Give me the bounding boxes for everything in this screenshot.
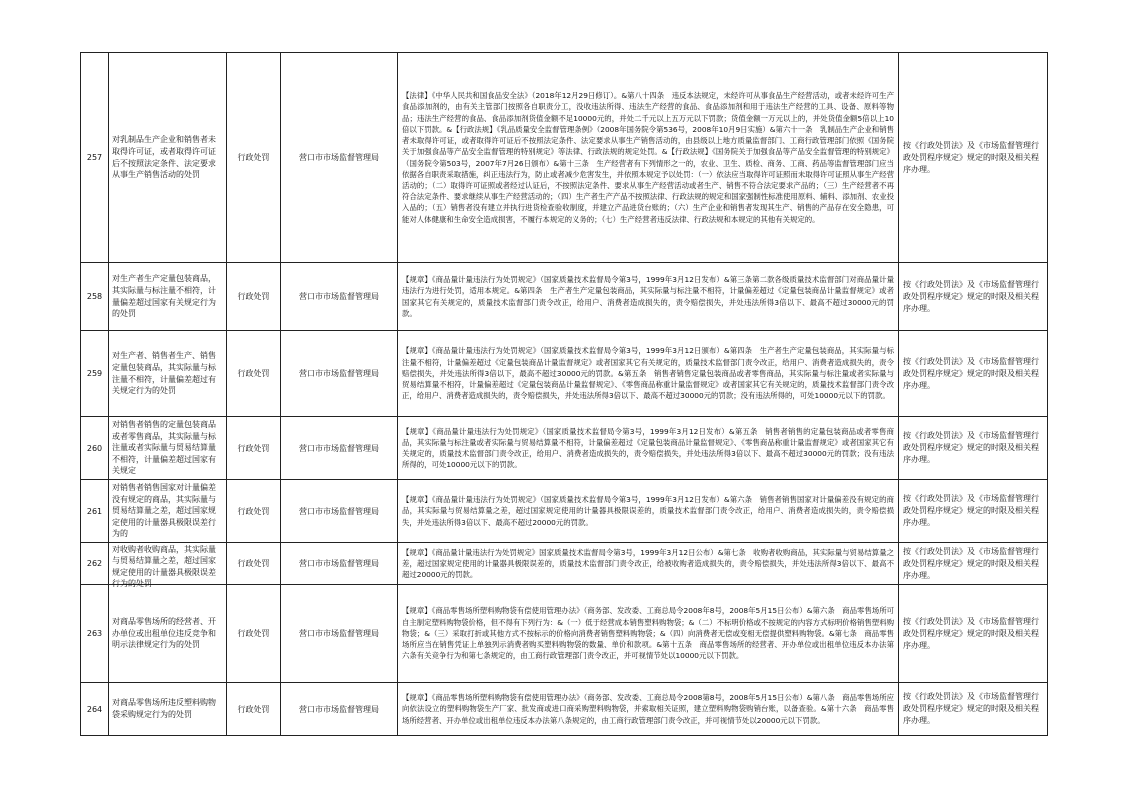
- enforcement-agency: 营口市市场监督管理局: [299, 559, 379, 568]
- row-number-cell: [81, 53, 109, 263]
- power-category-cell: [227, 585, 281, 683]
- table-row: [81, 543, 1048, 585]
- procedure-requirement: 按《行政处罚法》及《市场监督管理行政处罚程序规定》规定的时限及相关程序办理。: [903, 279, 1039, 313]
- power-category: 行政处罚: [237, 629, 270, 638]
- item-name-cell: [109, 263, 227, 331]
- power-category-cell: [227, 417, 281, 480]
- legal-basis: 【法律】《中华人民共和国食品安全法》（2018年12月29日修订）。&第八十四条 违反本法规定，未经许可从事食品生产经营活动，或者未经许可生产食品添加剂的，由有关主管部门按照各自职责分工，没收违法所得、违法生产经营的食品、食品添加剂和用于违法生产经营的工具、设备、原料等物品；违法生产经营的食品、食品添加剂货值金额不足10000元的，并处二千元以上五万元以下罚款；货值金额一万元以上的，并处货值金额5倍以上10倍以下罚款。&【行政法规】《乳品质量安全监督管理条例》（2008年国务院令第536号，2008年10月9日实施）&第六十一条 乳制品生产企业和销售者未取得许可证，或者取得许可证后不按照法定条件、法定要求从事生产销售活动的，由县级以上地方质量监督部门、工商行政管理部门依照《国务院关于加强食品等产品安全监督管理的特别规定》等法律、行政法规的规定处罚。&【行政法规】《国务院关于加强食品等产品安全监督管理的特别规定》（国务院令第503号，2007年7月26日颁布）&第十三条 生产经营者有下列情形之一的，农业、卫生、质检、商务、工商、药品等监督管理部门应当依据各自职责采取措施，纠正违法行为，防止或者减少危害发生，并依照本规定予以处罚：（一）依法应当取得许可证照而未取得许可证照从事生产经营活动的；（二）取得许可证照或者经过认证后，不按照法定条件、要求从事生产经营活动或者生产、销售不符合法定要求产品的；（三）生产经营者不再符合法定条件、要求继续从事生产经营活动的；（四）生产者生产产品不按照法律、行政法规的规定和国家强制性标准使用原料、辅料、添加剂、农业投入品的；（五）销售者没有建立并执行进货检查验收制度，并建立产品进货台账的；（六）生产企业和销售者发现其生产、销售的产品存在安全隐患，可能对人体健康和生命安全造成损害，不履行本规定的义务的；（七）生产经营者违反法律、行政法规和本规定的其他有关规定的。: [402, 91, 894, 224]
- legal-basis-cell: [398, 480, 899, 543]
- power-category: 行政处罚: [237, 443, 270, 453]
- table-row: [81, 331, 1048, 417]
- row-number: 262: [86, 559, 103, 568]
- item-name-cell: [109, 331, 227, 417]
- procedure-requirement-cell: [899, 53, 1048, 263]
- legal-basis-cell: [398, 543, 899, 585]
- row-number: 258: [86, 292, 103, 301]
- row-number-cell: [81, 683, 109, 736]
- power-category: 行政处罚: [237, 369, 270, 378]
- enforcement-agency: 营口市市场监督管理局: [299, 153, 379, 162]
- power-category: 行政处罚: [237, 559, 270, 568]
- procedure-requirement: 按《行政处罚法》及《市场监督管理行政处罚程序规定》规定的时限及相关程序办理。: [903, 546, 1039, 580]
- procedure-requirement-cell: [899, 480, 1048, 543]
- enforcement-agency: 营口市市场监督管理局: [299, 443, 379, 453]
- power-category-cell: [227, 480, 281, 543]
- item-name: 对销售者销售国家对计量偏差没有规定的商品，其实际量与贸易结算量之差，超过国家规定使用的计量器具极限误差行为的: [112, 483, 216, 539]
- item-name: 对收购者收购商品，其实际量与贸易结算量之差，超过国家规定使用的计量器具极限误差行为的处罚: [112, 544, 216, 589]
- procedure-requirement-cell: [899, 263, 1048, 331]
- row-number: 257: [86, 153, 103, 162]
- row-number: 260: [86, 443, 103, 453]
- enforcement-agency-cell: [281, 331, 398, 417]
- enforcement-agency-cell: [281, 53, 398, 263]
- enforcement-agency-cell: [281, 585, 398, 683]
- table-row: [81, 417, 1048, 480]
- enforcement-agency-cell: [281, 543, 398, 585]
- procedure-requirement: 按《行政处罚法》及《市场监督管理行政处罚程序规定》规定的时限及相关程序办理。: [903, 431, 1039, 464]
- enforcement-agency: 营口市市场监督管理局: [299, 369, 379, 378]
- procedure-requirement-cell: [899, 331, 1048, 417]
- power-category-cell: [227, 263, 281, 331]
- power-category: 行政处罚: [237, 704, 270, 714]
- procedure-requirement: 按《行政处罚法》及《市场监督管理行政处罚程序规定》规定的时限及相关程序办理。: [903, 692, 1039, 725]
- procedure-requirement: 按《行政处罚法》及《市场监督管理行政处罚程序规定》规定的时限及相关程序办理。: [903, 494, 1039, 527]
- table-row: [81, 480, 1048, 543]
- legal-basis-cell: [398, 331, 899, 417]
- legal-basis: 【规章】《商品零售场所塑料购物袋有偿使用管理办法》（商务部、发改委、工商总局令2008年8号，2008年5月15日公布）&第六条 商品零售场所可自主制定塑料购物袋价格，但不得有下列行为：&（一）低于经营成本销售塑料购物袋；&（二）不标明价格或不按规定的内容方式标明价格销售塑料购物袋；&（三）采取打折或其他方式不按标示的价格向消费者销售塑料购物袋；&（四）向消费者无偿或变相无偿提供塑料购物袋。&第七条 商品零售场所应当在销售凭证上单独列示消费者购买塑料购物袋的数量、单价和款项。&第十五条 商品零售场所的经营者、开办单位或出租单位违反本办法第六条有关竞争行为和第七条规定的，由工商行政管理部门责令改正，并可视情节处以10000元以下罚款。: [402, 606, 894, 661]
- item-name: 对商品零售场所违反塑料购物袋采购规定行为的处罚: [112, 698, 216, 719]
- enforcement-agency: 营口市市场监督管理局: [299, 629, 379, 638]
- power-category: 行政处罚: [237, 292, 270, 301]
- item-name-cell: [109, 417, 227, 480]
- procedure-requirement-cell: [899, 683, 1048, 736]
- power-category-cell: [227, 331, 281, 417]
- item-name-cell: [109, 53, 227, 263]
- procedure-requirement: 按《行政处罚法》及《市场监督管理行政处罚程序规定》规定的时限及相关程序办理。: [903, 616, 1039, 650]
- row-number: 259: [86, 369, 103, 378]
- item-name: 对销售者销售的定量包装商品或者零售商品，其实际量与标注量或者实际量与贸易结算量不相符，计量偏差超过国家有关规定: [112, 420, 216, 476]
- power-category-cell: [227, 683, 281, 736]
- power-category-cell: [227, 543, 281, 585]
- legal-basis: 【规章】《商品量计量违法行为处罚规定》（国家质量技术监督局令第3号，1999年3月12日发布）&第三条第二款各级质量技术监督部门对商品量计量违法行为进行处罚，适用本规定。&第四条 生产者生产定量包装商品，其实际量与标注量不相符，计量偏差超过《定量包装商品计量监督规定》或者国家其它有关规定的，质量技术监督部门责令改正，给用户、消费者造成损失的，责令赔偿损失，并处违法所得3倍以下、最高不超过30000元的罚款。: [402, 275, 894, 318]
- legal-basis: 【规章】《商品零售场所塑料购物袋有偿使用管理办法》（商务部、发改委、工商总局令2008第8号，2008年5月15日公布）&第八条 商品零售场所应向依法设立的塑料购物袋生产厂家、批发商或进口商采购塑料购物袋，并索取相关证照，建立塑料购物袋购销台账，以备查验。&第十六条 商品零售场所经营者、开办单位或出租单位违反本办法第八条规定的，由工商行政管理部门责令改正，并可视情节处以20000元以下罚款。: [402, 693, 894, 725]
- item-name: 对商品零售场所的经营者、开办单位或出租单位违反竞争和明示法律规定行为的处罚: [112, 617, 216, 650]
- row-number-cell: [81, 585, 109, 683]
- row-number-cell: [81, 543, 109, 585]
- item-name: 对乳制品生产企业和销售者未取得许可证，或者取得许可证后不按照法定条件、法定要求从事生产销售活动的处罚: [112, 135, 216, 180]
- legal-basis: 【规章】《商品量计量违法行为处罚规定》国家质量技术监督局令第3号，1999年3月12日公布）&第七条 收购者收购商品，其实际量与贸易结算量之差，超过国家规定使用的计量器具极限误差的，质量技术监督部门责令改正，给被收购者造成损失的，责令赔偿损失，并处违法所得3倍以下、最高不超过20000元的罚款。: [402, 547, 894, 580]
- legal-basis-cell: [398, 263, 899, 331]
- power-category: 行政处罚: [237, 153, 270, 162]
- table-row: [81, 53, 1048, 263]
- item-name-cell: [109, 585, 227, 683]
- enforcement-agency: 营口市市场监督管理局: [299, 506, 379, 516]
- power-category: 行政处罚: [237, 506, 270, 516]
- legal-basis-cell: [398, 417, 899, 480]
- item-name-cell: [109, 543, 227, 589]
- procedure-requirement-cell: [899, 417, 1048, 480]
- row-number: 263: [86, 629, 103, 638]
- procedure-requirement: 按《行政处罚法》及《市场监督管理行政处罚程序规定》规定的时限及相关程序办理。: [903, 356, 1039, 390]
- item-name-cell: [109, 683, 227, 736]
- regulation-table: [80, 52, 1047, 735]
- legal-basis: 【规章】《商品量计量违法行为处罚规定》（国家质量技术监督局令第3号，1999年3月12日发布）&第六条 销售者销售国家对计量偏差没有规定的商品，其实际量与贸易结算量之差，超过国家规定使用的计量器具极限误差的，质量技术监督部门责令改正，给用户、消费者造成损失的，责令赔偿损失，并处违法所得3倍以下、最高不超过20000元的罚款。: [402, 495, 894, 527]
- procedure-requirement-cell: [899, 585, 1048, 683]
- item-name: 对生产者、销售者生产、销售定量包装商品，其实际量与标注量不相符，计量偏差超过有关规定行为的处罚: [112, 351, 216, 396]
- table-row: [81, 585, 1048, 683]
- row-number-cell: [81, 331, 109, 417]
- item-name-cell: [109, 480, 227, 543]
- item-name: 对生产者生产定量包装商品，其实际量与标注量不相符，计量偏差超过国家有关规定行为的处罚: [112, 274, 216, 319]
- powers-list-table: [80, 52, 1048, 736]
- enforcement-agency: 营口市市场监督管理局: [299, 704, 379, 714]
- row-number-cell: [81, 417, 109, 480]
- enforcement-agency-cell: [281, 417, 398, 480]
- legal-basis-cell: [398, 53, 899, 263]
- procedure-requirement-cell: [899, 543, 1048, 585]
- enforcement-agency-cell: [281, 263, 398, 331]
- row-number: 264: [86, 704, 103, 714]
- table-body: [81, 53, 1048, 736]
- power-category-cell: [227, 53, 281, 263]
- row-number: 261: [86, 506, 103, 516]
- legal-basis: 【规章】《商品量计量违法行为处罚规定》（国家质量技术监督局令第3号，1999年3月12日发布）&第五条 销售者销售的定量包装商品或者零售商品，其实际量与标注量或者实际量与贸易结算量不相符，计量偏差超过《定量包装商品计量监督规定》、《零售商品称重计量监督规定》或者国家其它有关规定的，质量技术监督部门责令改正，给用户、消费者造成损失的，责令赔偿损失，并处违法所得3倍以下、最高不超过30000元的罚款；没有违法所得的，可处10000元以下的罚款。: [402, 426, 894, 470]
- row-number-cell: [81, 480, 109, 543]
- legal-basis-cell: [398, 585, 899, 683]
- enforcement-agency: 营口市市场监督管理局: [299, 292, 379, 301]
- procedure-requirement: 按《行政处罚法》及《市场监督管理行政处罚程序规定》规定的时限及相关程序办理。: [903, 140, 1039, 174]
- table-row: [81, 683, 1048, 736]
- legal-basis-cell: [398, 683, 899, 736]
- row-number-cell: [81, 263, 109, 331]
- table-row: [81, 263, 1048, 331]
- enforcement-agency-cell: [281, 480, 398, 543]
- legal-basis: 【规章】《商品量计量违法行为处罚规定》（国家质量技术监督局令第3号，1999年3月12日颁布）&第四条 生产者生产定量包装商品，其实际量与标注量不相符，计量偏差超过《定量包装商品计量监督规定》或者国家其它有关规定的，质量技术监督部门责令改正，给用户、消费者造成损失的，责令赔偿损失，并处违法所得3倍以下，最高不超过30000元的罚款。&第五条 销售者销售定量包装商品或者零售商品，其实际量与标注量或者实际量与贸易结算量不相符，计量偏差超过《定量包装商品计量监督规定》、《零售商品称重计量监督规定》或者国家其它有关规定的，质量技术监督部门责令改正，给用户、消费者造成损失的，责令赔偿损失，并处违法所得3倍以下、最高不超过30000元的罚款；没有违法所得的，可处10000元以下的罚款。: [402, 346, 894, 401]
- enforcement-agency-cell: [281, 683, 398, 736]
